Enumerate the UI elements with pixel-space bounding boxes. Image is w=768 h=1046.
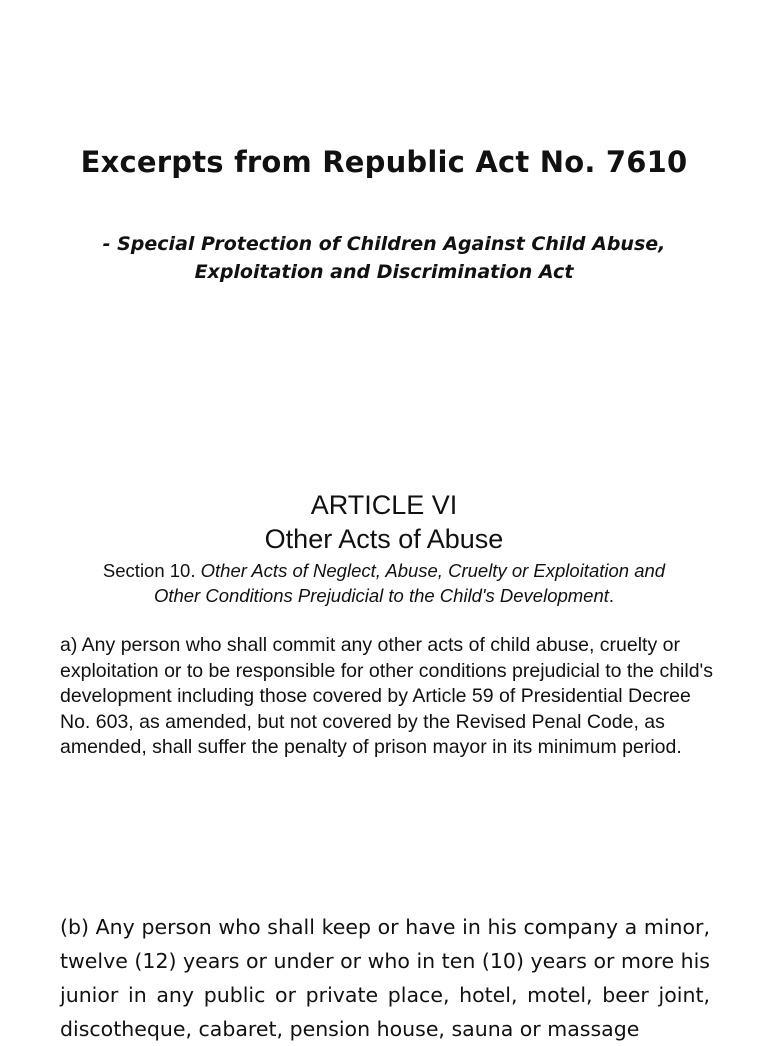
section-label: Section 10.: [102, 560, 201, 581]
document-title: Excerpts from Republic Act No. 7610: [80, 145, 688, 179]
article-heading: [0, 488, 768, 556]
subtitle-line-1: - Special Protection of Children Against Child Abuse,: [102, 233, 666, 255]
section-title-line-1: Other Acts of Neglect, Abuse, Cruelty or Exploitation and: [200, 560, 666, 581]
document-subtitle: [80, 230, 688, 286]
section-heading: [60, 558, 708, 608]
subtitle-line-2: Exploitation and Discrimination Act: [194, 261, 574, 283]
section-title-end: .: [608, 585, 615, 606]
paragraph-a: a) Any person who shall commit any other acts of child abuse, cruelty or exploitation or to be responsible for other conditions prejudicial to the child's development including those covered by Article 59 of Presidential Decree No. 603, as amended, but not covered by the Revised Penal Code, as amended, shall suffer the penalty of prison mayor in its minimum period.: [60, 634, 714, 758]
section-title-line-2: Other Conditions Prejudicial to the Child's Development: [153, 585, 609, 606]
article-title: Other Acts of Abuse: [264, 524, 504, 554]
paragraph-b: (b) Any person who shall keep or have in his company a minor, twelve (12) years or under or who in ten (10) years or more his junior in any public or private place, hotel, motel, beer joint, discotheque, cabaret, pension house, sauna or massage: [60, 915, 710, 1041]
article-number: ARTICLE VI: [310, 490, 458, 520]
